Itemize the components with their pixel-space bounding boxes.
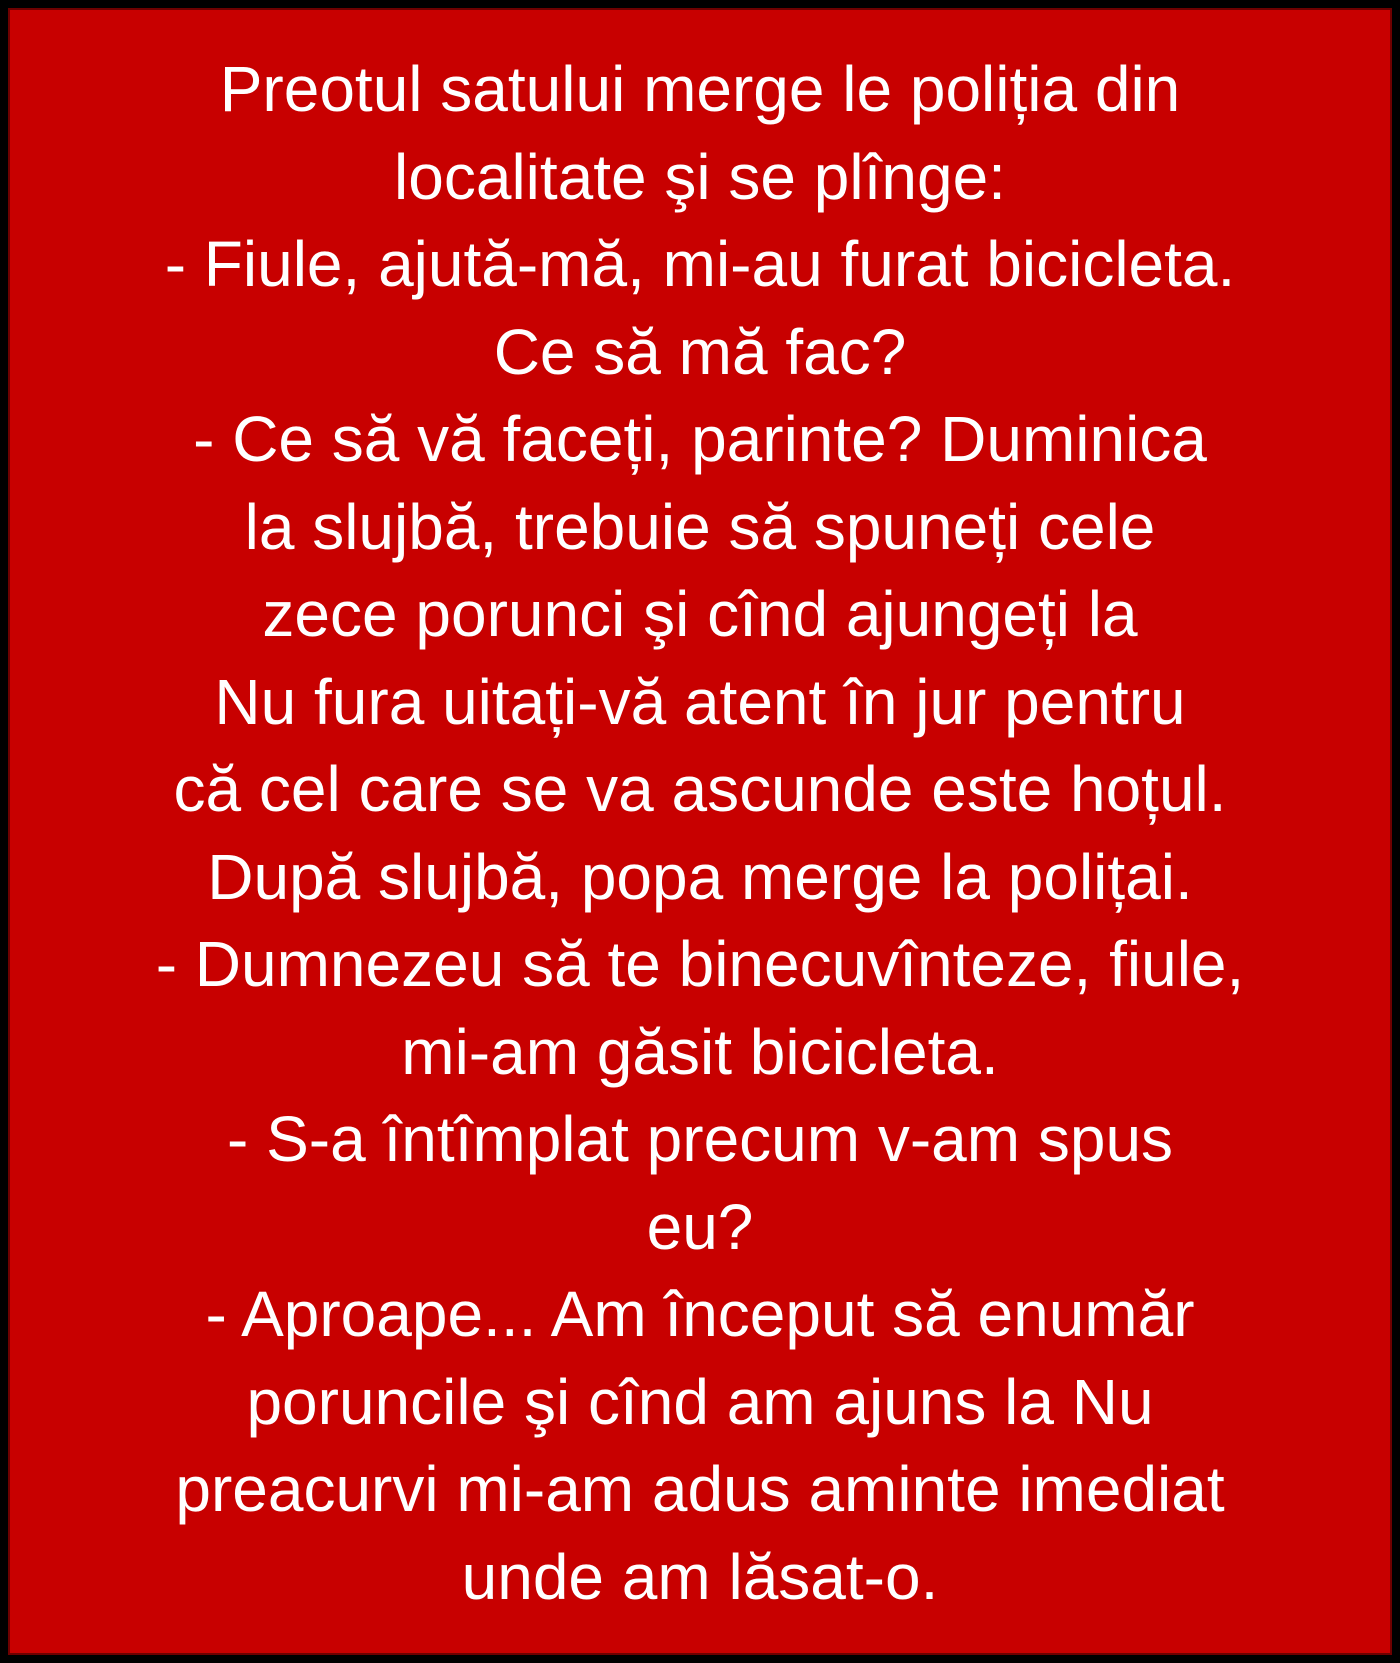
joke-card [8,8,1392,1655]
joke-line: - S-a întîmplat precum v-am spus [226,1103,1174,1175]
joke-line: Ce să mă fac? [493,315,907,388]
joke-line: Nu fura uitați-vă atent în jur pentru [214,665,1186,738]
joke-line: mi-am găsit bicicleta. [401,1015,999,1088]
joke-line: - Dumnezeu să te binecuvînteze, fiule, [155,928,1245,1000]
joke-line: localitate şi se plînge: [394,140,1006,213]
joke-line: zece porunci şi cînd ajungeți la [262,578,1138,650]
joke-line: că cel care se va ascunde este hoțul. [173,753,1227,825]
joke-line: preacurvi mi-am adus aminte imediat [175,1453,1225,1525]
joke-line: - Fiule, ajută-mă, mi-au furat bicicleta. [164,228,1236,300]
joke-line: la slujbă, trebuie să spuneți cele [244,490,1156,563]
joke-line: Preotul satului merge le poliția din [219,53,1181,125]
joke-line: - Aproape... Am început să enumăr [205,1278,1195,1350]
joke-text [10,46,1390,1621]
joke-line: unde am lăsat-o. [461,1540,939,1613]
joke-line: - Ce să vă faceți, parinte? Duminica [193,403,1207,475]
joke-line: eu? [646,1190,754,1263]
joke-line: poruncile şi cînd am ajuns la Nu [246,1365,1154,1438]
joke-line: După slujbă, popa merge la polițai. [207,840,1193,913]
